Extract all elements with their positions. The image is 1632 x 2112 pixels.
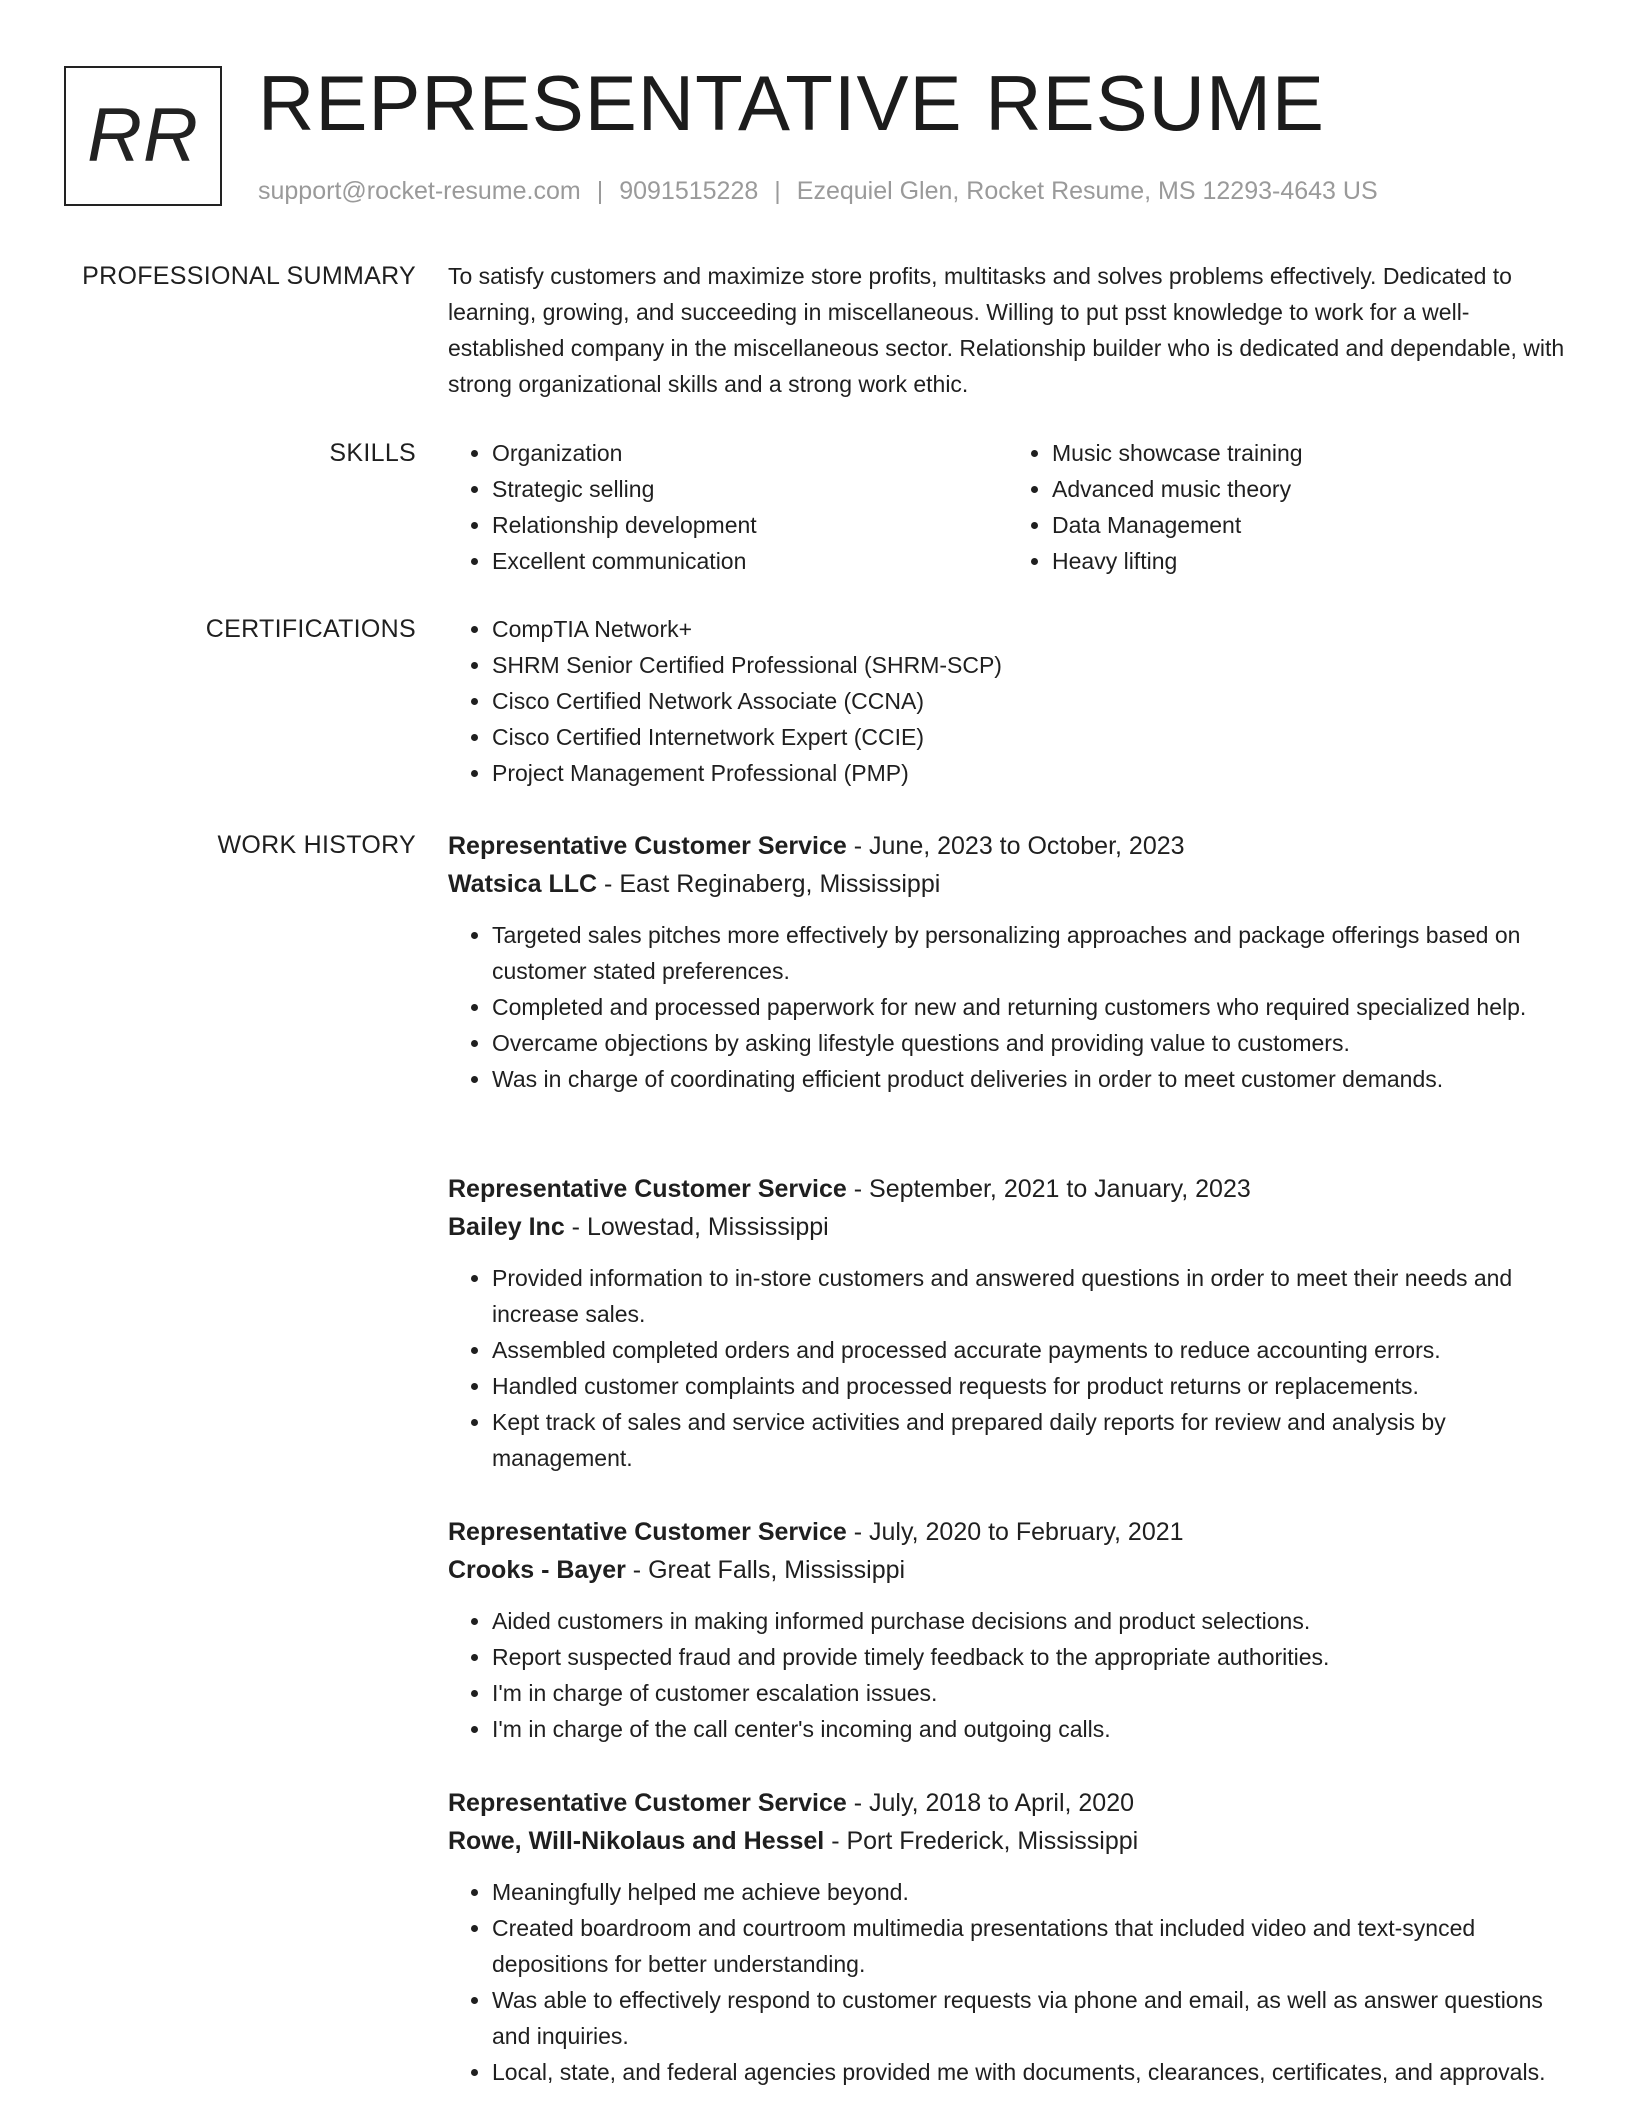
job-entry xyxy=(448,1170,1568,1476)
list-item: • Was in charge of coordinating efficient product deliveries in order to meet customer demands. xyxy=(492,1061,1568,1097)
contact-separator: | xyxy=(596,177,604,205)
job-entry xyxy=(448,1513,1568,1747)
list-item: • Data Management xyxy=(1052,507,1568,543)
certifications-list xyxy=(448,611,1568,791)
list-item: • Cisco Certified Internetwork Expert (CCIE) xyxy=(492,719,1568,755)
job-company-line xyxy=(448,1208,1568,1246)
job-bullets xyxy=(448,1260,1568,1476)
job-title-line xyxy=(448,1784,1568,1822)
contact-line xyxy=(258,174,1378,208)
job-entry xyxy=(448,1784,1568,2090)
section-title-certifications: CERTIFICATIONS xyxy=(205,615,416,643)
job-company: Crooks - Bayer xyxy=(448,1556,626,1584)
job-company-line xyxy=(448,1551,1568,1589)
job-location: - Great Falls, Mississippi xyxy=(625,1556,906,1584)
job-company: Watsica LLC xyxy=(448,870,598,898)
skills-list-left xyxy=(448,435,1008,579)
job-company-line xyxy=(448,1822,1568,1860)
monogram-initials: RR xyxy=(87,93,199,178)
job-company-line xyxy=(448,865,1568,903)
list-item: • Advanced music theory xyxy=(1052,471,1568,507)
job-role: Representative Customer Service xyxy=(448,1518,847,1546)
job-title-line xyxy=(448,1170,1568,1208)
job-location: - East Reginaberg, Mississippi xyxy=(597,870,941,898)
list-item: • CompTIA Network+ xyxy=(492,611,1568,647)
job-bullets xyxy=(448,1874,1568,2090)
list-item: • Targeted sales pitches more effectively by personalizing approaches and package offerings based on customer stated preferences. xyxy=(492,917,1568,989)
resume-name: REPRESENTATIVE RESUME xyxy=(258,59,1325,147)
job-dates: - July, 2018 to April, 2020 xyxy=(846,1789,1135,1817)
list-item: • Kept track of sales and service activities and prepared daily reports for review and analysis by management. xyxy=(492,1404,1568,1476)
job-company: Bailey Inc xyxy=(448,1213,565,1241)
job-title-line xyxy=(448,1513,1568,1551)
list-item: • Heavy lifting xyxy=(1052,543,1568,579)
list-item: • SHRM Senior Certified Professional (SHRM-SCP) xyxy=(492,647,1568,683)
list-item: • Was able to effectively respond to customer requests via phone and email, as well as answer questions and inquiries. xyxy=(492,1982,1568,2054)
list-item: • Aided customers in making informed purchase decisions and product selections. xyxy=(492,1603,1568,1639)
list-item: • I'm in charge of customer escalation issues. xyxy=(492,1675,1568,1711)
list-item: • Overcame objections by asking lifestyle questions and providing value to customers. xyxy=(492,1025,1568,1061)
list-item: • Music showcase training xyxy=(1052,435,1568,471)
summary-text: To satisfy customers and maximize store profits, multitasks and solves problems effectively. Dedicated to learning, growing, and succeeding in miscellaneous. Willing to put psst knowledge to work for a well-established company in the miscellaneous sector. Relationship builder who is dedicated and dependable, with strong organizational skills and a strong work ethic. xyxy=(448,263,1565,397)
job-bullets xyxy=(448,1603,1568,1747)
job-role: Representative Customer Service xyxy=(448,832,847,860)
list-item: • Completed and processed paperwork for new and returning customers who required specialized help. xyxy=(492,989,1568,1025)
list-item: • Assembled completed orders and processed accurate payments to reduce accounting errors. xyxy=(492,1332,1568,1368)
list-item: • Project Management Professional (PMP) xyxy=(492,755,1568,791)
job-dates: - September, 2021 to January, 2023 xyxy=(846,1175,1251,1203)
list-item: • Provided information to in-store customers and answered questions in order to meet their needs and increase sales. xyxy=(492,1260,1568,1332)
monogram-box xyxy=(64,66,222,206)
list-item: • Created boardroom and courtroom multimedia presentations that included video and text-synced depositions for better understanding. xyxy=(492,1910,1568,1982)
job-bullets xyxy=(448,917,1568,1097)
contact-phone: 9091515228 xyxy=(619,177,759,205)
job-role: Representative Customer Service xyxy=(448,1789,847,1817)
job-entry xyxy=(448,827,1568,1097)
job-location: - Lowestad, Mississippi xyxy=(564,1213,829,1241)
job-location: - Port Frederick, Mississippi xyxy=(824,1827,1139,1855)
job-dates: - July, 2020 to February, 2021 xyxy=(846,1518,1184,1546)
contact-separator: | xyxy=(774,177,781,205)
job-title-line xyxy=(448,827,1568,865)
list-item: • Cisco Certified Network Associate (CCNA) xyxy=(492,683,1568,719)
contact-address: Ezequiel Glen, Rocket Resume, MS 12293-4643 US xyxy=(796,177,1378,205)
job-dates: - June, 2023 to October, 2023 xyxy=(846,832,1185,860)
list-item: • Handled customer complaints and processed requests for product returns or replacements. xyxy=(492,1368,1568,1404)
list-item: • I'm in charge of the call center's incoming and outgoing calls. xyxy=(492,1711,1568,1747)
list-item: • Report suspected fraud and provide timely feedback to the appropriate authorities. xyxy=(492,1639,1568,1675)
job-company: Rowe, Will-Nikolaus and Hessel xyxy=(448,1827,825,1855)
list-item: • Local, state, and federal agencies provided me with documents, clearances, certificates, and approvals. xyxy=(492,2054,1568,2090)
list-item: • Organization xyxy=(492,435,1008,471)
section-title-skills: SKILLS xyxy=(329,439,416,467)
section-title-work-history: WORK HISTORY xyxy=(217,831,416,859)
skills-list-right xyxy=(1008,435,1568,579)
contact-email: support@rocket-resume.com xyxy=(258,177,581,205)
section-title-summary: PROFESSIONAL SUMMARY xyxy=(82,262,416,290)
list-item: • Meaningfully helped me achieve beyond. xyxy=(492,1874,1568,1910)
job-role: Representative Customer Service xyxy=(448,1175,847,1203)
list-item: • Relationship development xyxy=(492,507,1008,543)
list-item: • Strategic selling xyxy=(492,471,1008,507)
list-item: • Excellent communication xyxy=(492,543,1008,579)
